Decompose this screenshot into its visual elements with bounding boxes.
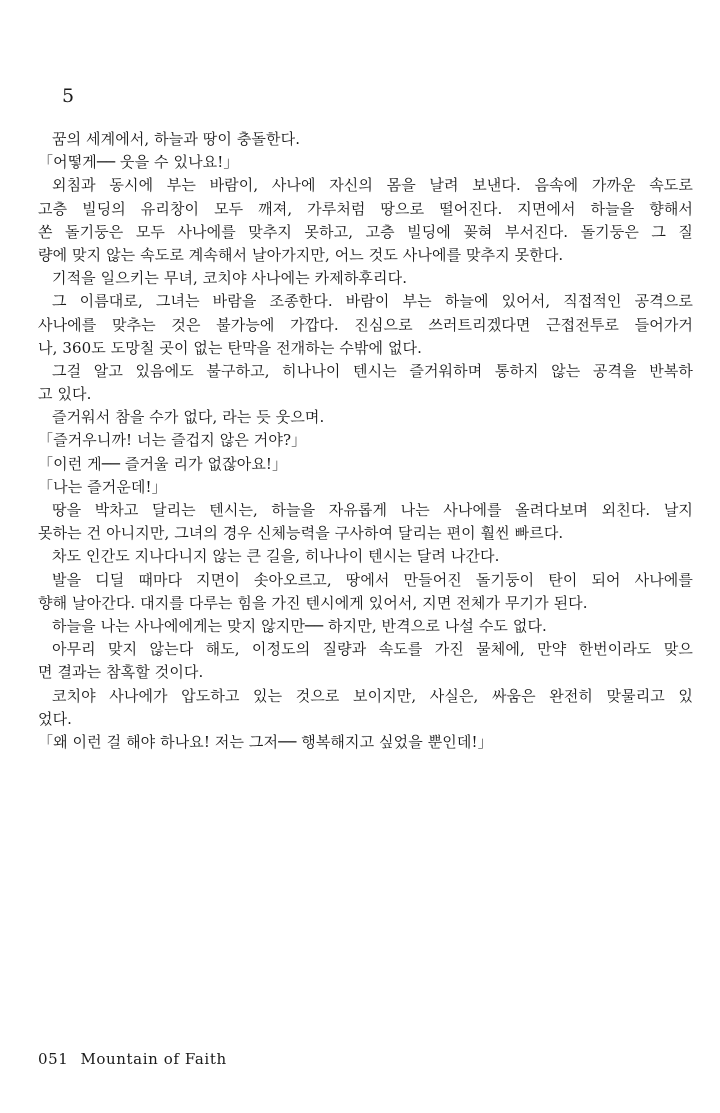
text-line: 못하는 건 아니지만, 그녀의 경우 신체능력을 구사하여 달리는 편이 훨씬 빠르다.	[38, 524, 564, 543]
text-line: 나, 360도 도망칠 곳이 없는 탄막을 전개하는 수밖에 없다.	[38, 338, 423, 357]
text-line: 쏜 돌기둥은 모두 사나에를 맞추지 못하고, 고층 빌딩에 꽂혀 부서진다. 돌기둥은 그 질	[38, 222, 693, 241]
text-line: 「이런 게── 즐거울 리가 없잖아요!」	[38, 454, 288, 473]
text-line: 아무리 맞지 않는다 해도, 이정도의 질량과 속도를 가진 물체에, 만약 한번이라도 맞으	[52, 640, 693, 659]
text-line: 차도 인간도 지나다니지 않는 큰 길을, 히나나이 텐시는 달려 나간다.	[52, 547, 500, 566]
chapter-number: 5	[62, 85, 75, 107]
text-line: 기적을 일으키는 무녀, 코치야 사나에는 카제하후리다.	[52, 269, 408, 288]
body-text	[38, 128, 693, 754]
text-line: 「즐거우니까! 너는 즐겁지 않은 거야?」	[38, 431, 307, 450]
text-line: 그 이름대로, 그녀는 바람을 조종한다. 바람이 부는 하늘에 있어서, 직접적인 공격으로	[52, 292, 693, 311]
text-line: 그걸 알고 있음에도 불구하고, 히나나이 텐시는 즐거워하며 통하지 않는 공격을 반복하	[52, 361, 693, 380]
text-line: 향해 날아간다. 대지를 다루는 힘을 가진 텐시에게 있어서, 지면 전체가 무기가 된다.	[38, 593, 588, 612]
text-line: 꿈의 세계에서, 하늘과 땅이 충돌한다.	[52, 130, 301, 148]
text-line: 하늘을 나는 사나에에게는 맞지 않지만── 하지만, 반격으로 나설 수도 없다.	[52, 616, 547, 635]
text-line: 면 결과는 참혹할 것이다.	[38, 663, 204, 682]
text-line: 코치야 사나에가 압도하고 있는 것으로 보이지만, 사실은, 싸움은 완전히 맞물리고 있	[52, 686, 693, 705]
text-line: 「왜 이런 걸 해야 하나요! 저는 그저── 행복해지고 싶었을 뿐인데!」	[38, 732, 493, 751]
text-line: 「어떻게── 웃을 수 있나요!」	[38, 153, 239, 172]
text-line: 발을 디딜 때마다 지면이 솟아오르고, 땅에서 만들어진 돌기둥이 탄이 되어 사나에를	[52, 570, 693, 589]
footer-book-title: Mountain of Faith	[80, 1050, 227, 1068]
text-line: 외침과 동시에 부는 바람이, 사나에 자신의 몸을 날려 보낸다. 음속에 가까운 속도로	[52, 176, 693, 195]
text-line: 고 있다.	[38, 385, 92, 404]
text-line: 즐거워서 참을 수가 없다, 라는 듯 웃으며.	[52, 408, 325, 427]
text-line: 량에 맞지 않는 속도로 계속해서 날아가지만, 어느 것도 사나에를 맞추지 못한다.	[38, 245, 564, 264]
text-line: 었다.	[38, 709, 73, 728]
text-line: 「나는 즐거운데!」	[38, 477, 167, 496]
text-line: 사나에를 맞추는 것은 불가능에 가깝다. 진심으로 쓰러트리겠다면 근접전투로 들어가거	[38, 315, 693, 334]
text-line: 고층 빌딩의 유리창이 모두 깨져, 가루처럼 땅으로 떨어진다. 지면에서 하늘을 향해서	[38, 199, 693, 218]
footer-page-number: 051	[38, 1050, 69, 1068]
page-footer	[38, 1049, 227, 1069]
text-line: 땅을 박차고 달리는 텐시는, 하늘을 자유롭게 나는 사나에를 올려다보며 외친다. 날지	[52, 501, 693, 519]
